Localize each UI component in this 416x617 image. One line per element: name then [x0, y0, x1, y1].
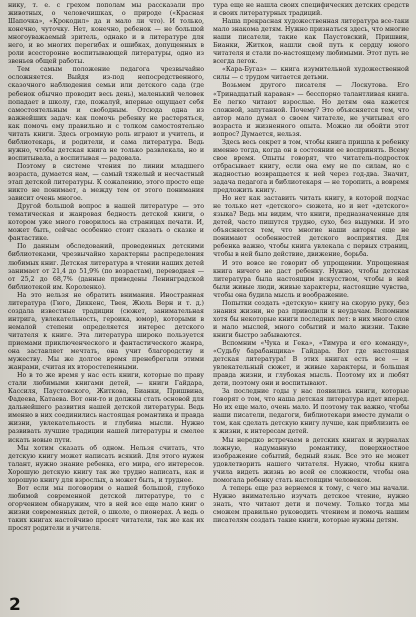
- paragraph: Но в то же время у нас есть книги, которые по праву стали любимыми книгами детей, — книги Гайдара, Кассиля, Паустовского, Житкова, Бианки, Пришвина, Фадеева, Катаева. Вот они-то и должны стать основой для дальнейшего развития нашей детской литературы. Ведь именно в них соединились настоящая романтика и правда жизни, увлекательность и глубина мысли. Нужно развивать лучшие традиции нашей литературы и смелее искать новые пути.: [8, 372, 204, 444]
- paragraph: Тем самым положение педагога чрезвычайно осложняется. Выйдя из-под непосредственного, сказочного наблюдения семьи или детского сада (где ребенок обычно проводит весь день), маленький человек попадает в школу, где, пожалуй, впервые ощущает себя самостоятельным и свободным. Отсюда одна из важнейших задач: как помочь ребенку не растеряться, как помочь ему правильно и с толком самостоятельно читать книги. Здесь огромную роль играют и учитель, и библиотекарь, и родители, и сама литература. Ведь нужно, чтобы детская книга не только развлекала, но и воспитывала, а воспитывая — радовала.: [8, 66, 204, 162]
- paragraph: По данным обследований, проведенных детскими библиотеками, чрезвычайно характерны распределения любимых книг. Детская литература в чтении наших детей занимает от 21,4 до 51,9% (по возрастам), переводная — от 25,2 до 68,7% (данные приведены Ленинградской библиотекой им. Короленко).: [8, 243, 204, 291]
- paragraph: Другой большой вопрос в нашей литературе — это тематическая и жанровая бедность детской книги, о котором уже много говорилось на страницах печати. И, может быть, сейчас особенно стоит сказать о сказке и фантастике.: [8, 203, 204, 243]
- paragraph: Вот если мы поговорим о нашей большой, глубоко любимой современной детской литературе, то с огорчением обнаружим, что в ней все еще мало книг о жизни современных детей, о школе, о пионерах. А ведь о таких книгах настойчиво просят читатели, так же как их просят родители и учителя.: [8, 484, 204, 533]
- right-text-column: [213, 2, 409, 614]
- paragraph: А теперь еще раз вернемся к тому, с чего мы начали. Нужно внимательно изучать детское чтение, нужно знать, что читают дети и почему. Только тогда мы сможем правильно руководить чтением и помочь нашим писателям создать такие книги, которые нужны детям.: [213, 484, 409, 524]
- paragraph: Мы хотим сказать об одном. Нельзя считать, что детскую книгу может написать всякий. Для этого нужен талант, нужно знание ребенка, его мира, его интересов. Хорошую детскую книгу так же трудно написать, как и хорошую книгу для взрослых, а может быть, и труднее.: [8, 444, 204, 484]
- paragraph: нику, т. е. с грехом пополам мы рассказали про животных, о человечишках, о природе («Красная Шапочка», «Крокодил» да и мало ли что). И только, конечно, чуточку. Нет, конечно, ребенок — не большой многоуважаемый зритель, однако и в литературе для него, и во многих перегибах и ошибках, допущенных в роли всесторонне воспитывающей литературы, одно из звеньев общей работы.: [8, 2, 204, 66]
- paragraph: Наша прекрасная художественная литература все-таки мало знакома детям. Нужно признаться здесь, что многие наши писатели, такие как Паустовский, Пришвин, Бианки, Житков, нашли свой путь к сердцу юного читателя и стали по-настоящему любимыми. Этот путь не всегда легок.: [213, 18, 409, 66]
- paragraph: И это вовсе не говорит об упрощении. Упрощенная книга ничего не даст ребенку. Нужно, чтобы детская литература была настоящим искусством, чтобы в ней были живые люди, живые характеры, настоящие чувства, чтобы она будила мысль и воображение.: [213, 259, 409, 299]
- paragraph: Но нет как заставить читать книгу, в которой подчас не только нет «детского» сюжета, но и нет «детского» языка? Ведь мы видим, что книги, предназначенные для детей, часто пишутся трудно, сухо, без выдумки. И это объясняется тем, что многие наши авторы еще не понимают особенностей детского восприятия. Для ребенка важно, чтобы книга увлекала с первых страниц, чтобы в ней было действие, движение, борьба.: [213, 195, 409, 259]
- paragraph: Вспомним «Чука и Гека», «Тимура и его команду», «Судьбу барабанщика» Гайдара. Вот где настоящая детская литература! В этих книгах есть все — и увлекательный сюжет, и живые характеры, и большая правда жизни, и глубокая мысль. Поэтому их и любят дети, поэтому они и воспитывают.: [213, 339, 409, 388]
- paragraph: «Кара-Бугаз» — книга изумительной художественной силы — с трудом читается детьми.: [213, 66, 409, 82]
- paragraph: Возьмем другого писателя — Лоскутова. Его «Тринадцатый караван» — бесспорно талантливая книга. Ее легко читают взрослые. Но детям она кажется сложной, запутанной. Почему? Это объясняется тем, что автор мало думал о своем читателе, не учитывал его возраста и жизненного опыта. Можно ли обойти этот вопрос? Думается, нельзя.: [213, 82, 409, 138]
- paragraph: На это нельзя не обратить внимания. Иностранная литература (Гюго, Диккенс, Твен, Жюль Верн и т. д.) создала известные традиции (сюжет, занимательная интрига, увлекательность, героика, юмор), которыми в немалой степени определяется интерес детского читателя к книге. Эта литература широко пользуется приемами приключенческого и фантастического жанра, она заставляет мечтать, она учит благородству и мужеству. Мы же долгое время пренебрегали этими жанрами, считая их второстепенными.: [8, 291, 204, 372]
- page-number: 2: [9, 595, 21, 615]
- paragraph: Попытки создать «детскую» книгу на скорую руку, без знания жизни, не раз приводили к неудачам. Вспомним хотя бы некоторые книги последних лет: в них много слов и мало мыслей, много событий и мало жизни. Такие книги быстро забываются.: [213, 299, 409, 339]
- paragraph: Здесь весь секрет в том, чтобы книга пришла к ребенку именно тогда, когда он в состоянии ее воспринять. Всему свое время. Опыты говорят, что читатель-подросток отбрасывает книгу, если она ему не по силам, но с жадностью возвращается к ней через год-два. Значит, задача педагога и библиотекаря — не торопить, а вовремя предложить книгу.: [213, 138, 409, 195]
- left-text-column: [8, 2, 204, 590]
- paragraph: Мы нередко встречаем в детских книгах и журналах ложную, надуманную романтику, поверхностное изображение событий, бедный язык. Все это не может удовлетворить нашего читателя. Нужно, чтобы книга учила видеть жизнь во всей ее сложности, чтобы она помогала ребенку стать настоящим человеком.: [213, 436, 409, 484]
- paragraph: тура еще не нашла своих специфических детских средств и своих литературных традиций.: [213, 2, 409, 18]
- paragraph: Поэтому в системе чтения по линии младшего возраста, думается нам, — самый тяжелый и несчастный этап детской литературы. К сожалению, этого просто еще никто не понимает, а между тем от этого понимания зависит очень многое.: [8, 162, 204, 203]
- paragraph: За последние годы у нас появились книги, которые говорят о том, что наша детская литература идет вперед. Но их еще мало, очень мало. И поэтому так важно, чтобы наши писатели, педагоги, библиотекари вместе думали о том, как сделать детскую книгу лучше, как приблизить ее к жизни, к интересам детей.: [213, 388, 409, 436]
